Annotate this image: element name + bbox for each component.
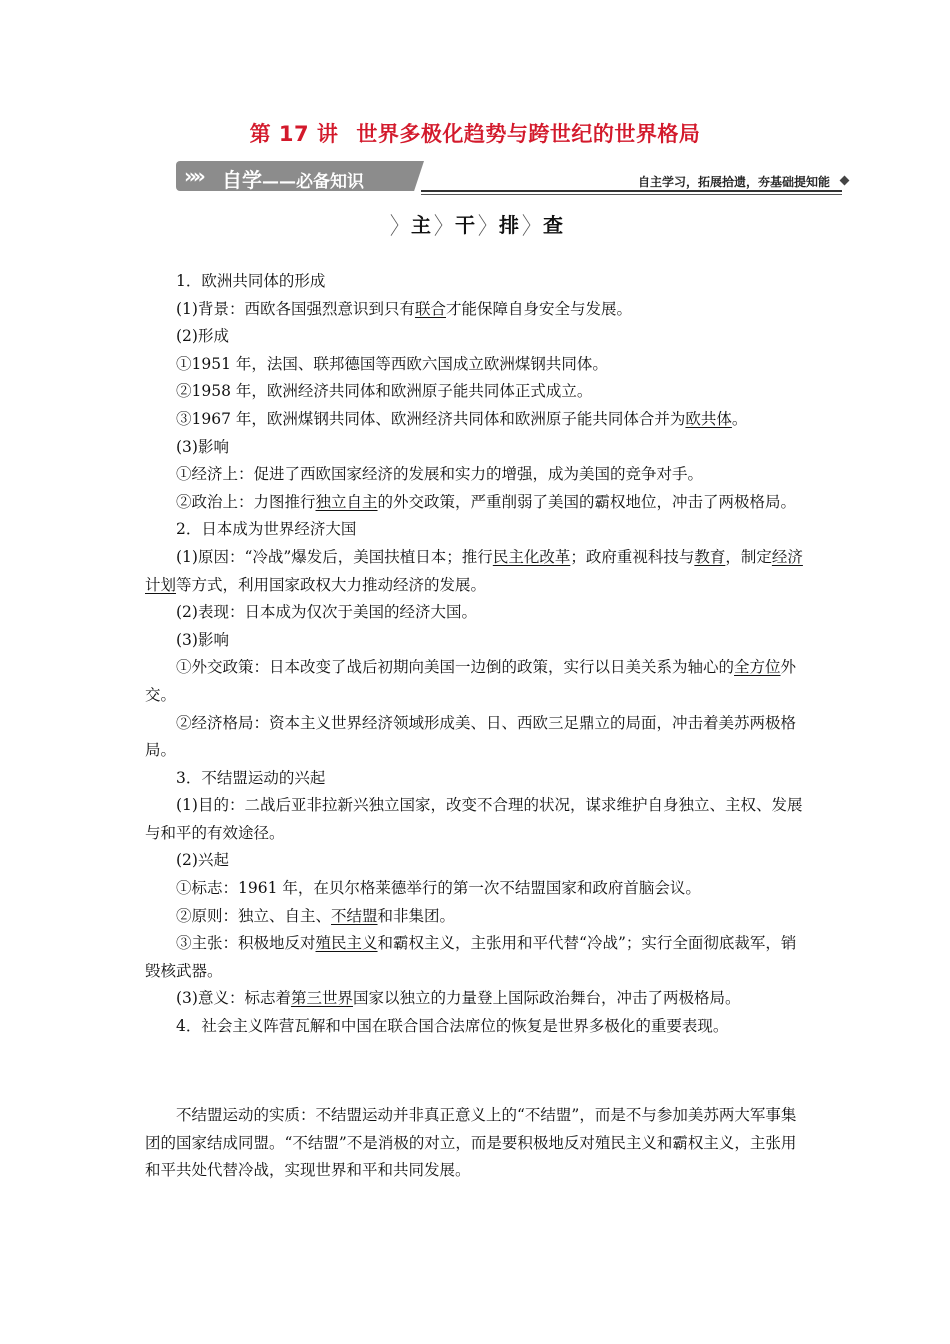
paragraph: ①经济上：促进了西欧国家经济的发展和实力的增强，成为美国的竞争对手。: [176, 465, 704, 484]
key-term: 经济计划: [145, 547, 803, 594]
paragraph: (2)表现：日本成为仅次于美国的经济大国。: [176, 603, 477, 622]
chevron-icon: 〉: [522, 213, 540, 241]
key-term: 民主化改革: [492, 547, 571, 566]
section-heading: 2．日本成为世界经济大国: [176, 520, 357, 539]
paragraph: ①1951 年，法国、联邦德国等西欧六国成立欧洲煤钢共同体。: [176, 354, 608, 373]
chevron-icon: 〉: [478, 213, 496, 241]
banner-rule: [421, 190, 842, 192]
key-term: 第三世界: [290, 989, 353, 1008]
paragraph: ②经济格局：资本主义世界经济领域形成美、日、西欧三足鼎立的局面，冲击着美苏两极格局。: [145, 713, 797, 760]
main-content: [145, 268, 809, 1041]
diamond-icon: [840, 176, 850, 186]
lesson-title: 世界多极化趋势与跨世纪的世界格局: [356, 122, 701, 146]
paragraph: (1)原因：“冷战”爆发后，美国扶植日本；推行民主化改革；政府重视科技与教育，制定经济计划等方式，利用国家政权大力推动经济的发展。: [145, 547, 803, 594]
sub-heading-char: 干: [455, 213, 475, 237]
note-block: [145, 1102, 809, 1185]
paragraph: ①标志：1961 年，在贝尔格莱德举行的第一次不结盟国家和政府首脑会议。: [176, 879, 701, 898]
banner-label: 自学——必备知识: [222, 168, 364, 192]
paragraph: (2)形成: [176, 327, 229, 346]
key-term: 不结盟: [331, 906, 378, 925]
chevron-icon: 〉: [390, 213, 408, 241]
paragraph: ③主张：积极地反对殖民主义和霸权主义，主张用和平代替“冷战”；实行全面彻底裁军，销毁核武器。: [145, 934, 797, 980]
double-chevron-icon: »»: [184, 164, 202, 188]
paragraph: ②1958 年，欧洲经济共同体和欧洲原子能共同体正式成立。: [176, 382, 593, 401]
section-heading: 3．不结盟运动的兴起: [176, 768, 326, 787]
key-term: 全方位: [734, 658, 781, 677]
paragraph: (2)兴起: [176, 851, 229, 870]
sub-heading-char: 排: [499, 213, 519, 237]
paragraph: (3)影响: [176, 630, 229, 649]
sub-heading: [0, 209, 950, 241]
key-term: 欧共体: [685, 409, 732, 428]
paragraph: ②政治上：力图推行独立自主的外交政策，严重削弱了美国的霸权地位，冲击了两极格局。: [176, 492, 797, 511]
sub-heading-char: 主: [411, 213, 431, 237]
paragraph: ①外交政策：日本改变了战后初期向美国一边倒的政策，实行以日美关系为轴心的全方位外交。: [145, 658, 797, 704]
key-term: 教育: [694, 547, 726, 566]
key-term: 联合: [414, 299, 446, 318]
paragraph: (1)背景：西欧各国强烈意识到只有联合才能保障自身安全与发展。: [176, 299, 632, 318]
key-term: 殖民主义: [315, 934, 378, 953]
paragraph: (1)目的：二战后亚非拉新兴独立国家，改变不合理的状况，谋求维护自身独立、主权、发展与和平的有效途径。: [145, 796, 803, 842]
section-banner: [176, 161, 848, 197]
chevron-icon: 〉: [434, 213, 452, 241]
section-heading: 4．社会主义阵营瓦解和中国在联合国合法席位的恢复是世界多极化的重要表现。: [176, 1017, 729, 1036]
paragraph: (3)意义：标志着第三世界国家以独立的力量登上国际政治舞台，冲击了两极格局。: [176, 989, 741, 1008]
sub-heading-char: 查: [543, 213, 563, 237]
lesson-number: 第 17 讲: [249, 122, 339, 146]
key-term: 独立自主: [315, 492, 378, 511]
paragraph: (3)影响: [176, 437, 229, 456]
paragraph: ③1967 年，欧洲煤钢共同体、欧洲经济共同体和欧洲原子能共同体合并为欧共体。: [176, 409, 748, 428]
paragraph: ②原则：独立、自主、不结盟和非集团。: [176, 906, 456, 925]
page-title: [0, 118, 950, 148]
section-heading: 1．欧洲共同体的形成: [176, 272, 326, 290]
note-paragraph: 不结盟运动的实质：不结盟运动并非真正意义上的“不结盟”，而是不与参加美苏两大军事集团的国家结成同盟。“不结盟”不是消极的对立，而是要积极地反对殖民主义和霸权主义，主张用和平共处代替冷战，实现世界和平和共同发展。: [145, 1106, 797, 1180]
banner-rule-thin: [421, 194, 842, 195]
banner-subtitle: 自主学习，拓展拾遗，夯基础提知能: [637, 175, 830, 189]
